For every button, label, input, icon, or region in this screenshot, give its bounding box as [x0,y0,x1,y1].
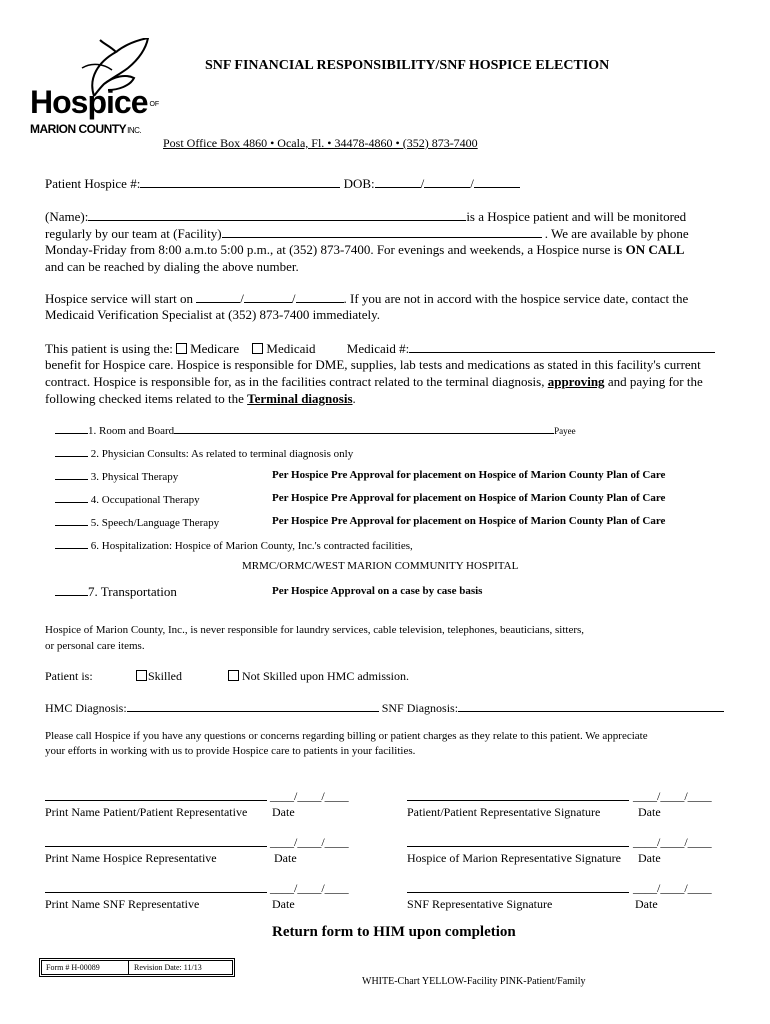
dob-day-field[interactable] [424,175,470,188]
sig1-left-label: Print Name Patient/Patient Representative [45,805,248,819]
item2-check-field[interactable] [55,446,88,457]
terminal-diagnosis-text: Terminal diagnosis [247,391,353,406]
name-label: (Name): [45,209,89,224]
sig3-left-date-field[interactable]: ____/____/____ [270,881,349,895]
hmc-diagnosis-field[interactable] [127,699,379,712]
item-room-board [55,423,576,437]
start-year-field[interactable] [296,290,344,303]
item5-label: 5. Speech/Language Therapy [90,517,220,529]
item-transportation [55,583,177,600]
terminal-line [45,391,356,407]
item1-check-field[interactable] [55,423,88,434]
dob-year-field[interactable] [474,175,520,188]
benefit-line [45,340,715,357]
sig1-left-date-field[interactable]: ____/____/____ [270,789,349,803]
not-responsible-line2: or personal care items. [45,640,145,652]
sig2-left-date-field[interactable]: ____/____/____ [270,835,349,849]
medicare-checkbox[interactable] [176,343,187,354]
item3-label: 3. Physical Therapy [90,471,179,483]
facility-label: regularly by our team at (Facility) [45,226,222,241]
item-physician [55,446,353,460]
skilled-option [136,669,182,684]
call-line2: your efforts in working with us to provide Hospice care to patients in your facilities. [45,745,416,757]
patient-is-label: Patient is: [45,669,93,683]
contract-line [45,374,703,390]
logo-inc: INC. [127,126,142,135]
logo-of: OF [149,100,160,108]
sig2-right-date-field[interactable]: ____/____/____ [633,835,712,849]
item5-check-field[interactable] [55,515,88,526]
name-field[interactable] [88,208,466,221]
item7-check-field[interactable] [55,583,88,596]
form-title: SNF FINANCIAL RESPONSIBILITY/SNF HOSPICE ELECTION [205,58,610,73]
address: Post Office Box 4860 • Ocala, Fl. • 34478-4860 • (352) 873-7400 [163,136,478,150]
name-line-tail: is a Hospice patient and will be monitored [466,209,687,224]
sig2-right-line[interactable] [407,846,629,847]
item3-approval: Per Hospice Pre Approval for placement on Hospice of Marion County Plan of Care [272,469,666,481]
start-date-label: Hospice service will start on [45,291,194,306]
sig1-right-date-field[interactable]: ____/____/____ [633,789,712,803]
item-speech-therapy [55,515,219,529]
medicaid-number-field[interactable] [409,340,715,353]
medicare-label: Medicare [190,341,240,356]
approving-text: approving [547,374,605,389]
medicaid-specialist-line: Medicaid Verification Specialist at (352) 873-7400 immediately. [45,307,381,322]
not-skilled-label: Not Skilled upon HMC admission. [242,669,410,683]
room-board-payee-field[interactable] [174,423,554,434]
hmc-diagnosis-label: HMC Diagnosis: [45,701,127,715]
dob-label: DOB: [343,176,375,191]
snf-diagnosis-label: SNF Diagnosis: [381,701,459,715]
medicaid-number-label: Medicaid #: [346,341,410,356]
not-responsible-line1: Hospice of Marion County, Inc., is never responsible for laundry services, cable television, telephones, beauticians, sitters, [45,624,585,636]
item6-label: 6. Hospitalization: Hospice of Marion County, Inc.'s contracted facilities, [90,540,413,552]
item-occupational-therapy [55,492,200,506]
item-hospitalization [55,538,413,552]
sig1-right-line[interactable] [407,800,629,801]
facility-line [45,225,689,242]
item4-label: 4. Occupational Therapy [90,494,200,506]
on-call-text: ON CALL [625,242,685,257]
sig2-right-label: Hospice of Marion Representative Signature [407,851,621,865]
patient-line: Patient Hospice #: DOB: / / [45,175,520,192]
contracted-hospitals: MRMC/ORMC/WEST MARION COMMUNITY HOSPITAL [242,560,519,572]
hospice-logo [24,38,160,138]
sig3-right-date-field[interactable]: ____/____/____ [633,881,712,895]
benefit-desc-line: benefit for Hospice care. Hospice is responsible for DME, supplies, lab tests and medications as stated in this facility's current [45,357,701,372]
phone-hours-text: Monday-Friday from 8:00 a.m.to 5:00 p.m., at (352) 873-7400. For evenings and weekends, a Hospice nurse is [45,242,626,257]
phone-hours-line [45,242,684,258]
skilled-label: Skilled [148,669,183,683]
sig2-left-label: Print Name Hospice Representative [45,851,217,865]
facility-field[interactable] [222,225,542,238]
copy-distribution: WHITE-Chart YELLOW-Facility PINK-Patient/Family [362,976,586,987]
item2-label: 2. Physician Consults: As related to terminal diagnosis only [90,448,354,460]
sig3-right-line[interactable] [407,892,629,893]
name-line [45,208,686,225]
item4-approval: Per Hospice Pre Approval for placement on Hospice of Marion County Plan of Care [272,492,666,504]
snf-diagnosis-field[interactable] [458,699,724,712]
terminal-text: following checked items related to the [45,391,244,406]
return-instruction: Return form to HIM upon completion [272,924,516,940]
start-date-tail: . If you are not in accord with the hospice service date, contact the [343,291,689,306]
not-skilled-option [228,669,409,684]
sig1-left-line[interactable] [45,800,267,801]
form-number: Form # H-00089 [42,961,129,974]
sig3-right-label: SNF Representative Signature [407,897,553,911]
medicaid-checkbox[interactable] [252,343,263,354]
item1-label: 1. Room and Board [88,425,175,437]
logo-wordmark: Hospice [30,84,148,120]
item7-approval: Per Hospice Approval on a case by case basis [272,585,483,597]
item6-check-field[interactable] [55,538,88,549]
diagnosis-line [45,699,724,716]
start-date-line: Hospice service will start on / / . If you are not in accord with the hospice service date, contact the [45,291,689,306]
sig1-right-date-label: Date [638,805,661,819]
revision-date: Revision Date: 11/13 [134,963,202,972]
contract-text: contract. Hospice is responsible for, as in the facilities contract related to the terminal diagnosis, [45,374,545,389]
start-day-field[interactable] [244,290,292,303]
not-skilled-checkbox[interactable] [228,670,239,681]
contract-tail: and paying for the [607,374,703,389]
start-month-field[interactable] [196,290,240,303]
item-physical-therapy [55,469,178,483]
medicaid-label: Medicaid [266,341,316,356]
sig3-left-line[interactable] [45,892,267,893]
item7-label: 7. Transportation [88,584,177,599]
sig1-left-date-label: Date [272,805,295,819]
terminal-period: . [352,391,356,406]
dialing-line: and can be reached by dialing the above number. [45,259,299,274]
sig2-left-line[interactable] [45,846,267,847]
skilled-checkbox[interactable] [136,670,147,681]
sig2-right-date-label: Date [638,851,661,865]
dob-month-field[interactable] [375,175,421,188]
logo-county: MARION COUNTY [30,122,127,136]
using-label: This patient is using the: [45,341,173,356]
sig3-left-date-label: Date [272,897,295,911]
sig2-left-date-label: Date [274,851,297,865]
patient-hospice-field[interactable] [140,175,340,188]
facility-line-tail: . We are available by phone [544,226,689,241]
sig1-right-label: Patient/Patient Representative Signature [407,805,601,819]
item4-check-field[interactable] [55,492,88,503]
item3-check-field[interactable] [55,469,88,480]
sig3-right-date-label: Date [635,897,658,911]
sig3-left-label: Print Name SNF Representative [45,897,200,911]
payee-label: Payee [554,426,576,436]
call-line1: Please call Hospice if you have any questions or concerns regarding billing or patient charges as they relate to this patient. We appreciate [45,730,648,742]
item5-approval: Per Hospice Pre Approval for placement on Hospice of Marion County Plan of Care [272,515,666,527]
form-info-box [41,960,233,975]
patient-hospice-label: Patient Hospice #: [45,176,141,191]
